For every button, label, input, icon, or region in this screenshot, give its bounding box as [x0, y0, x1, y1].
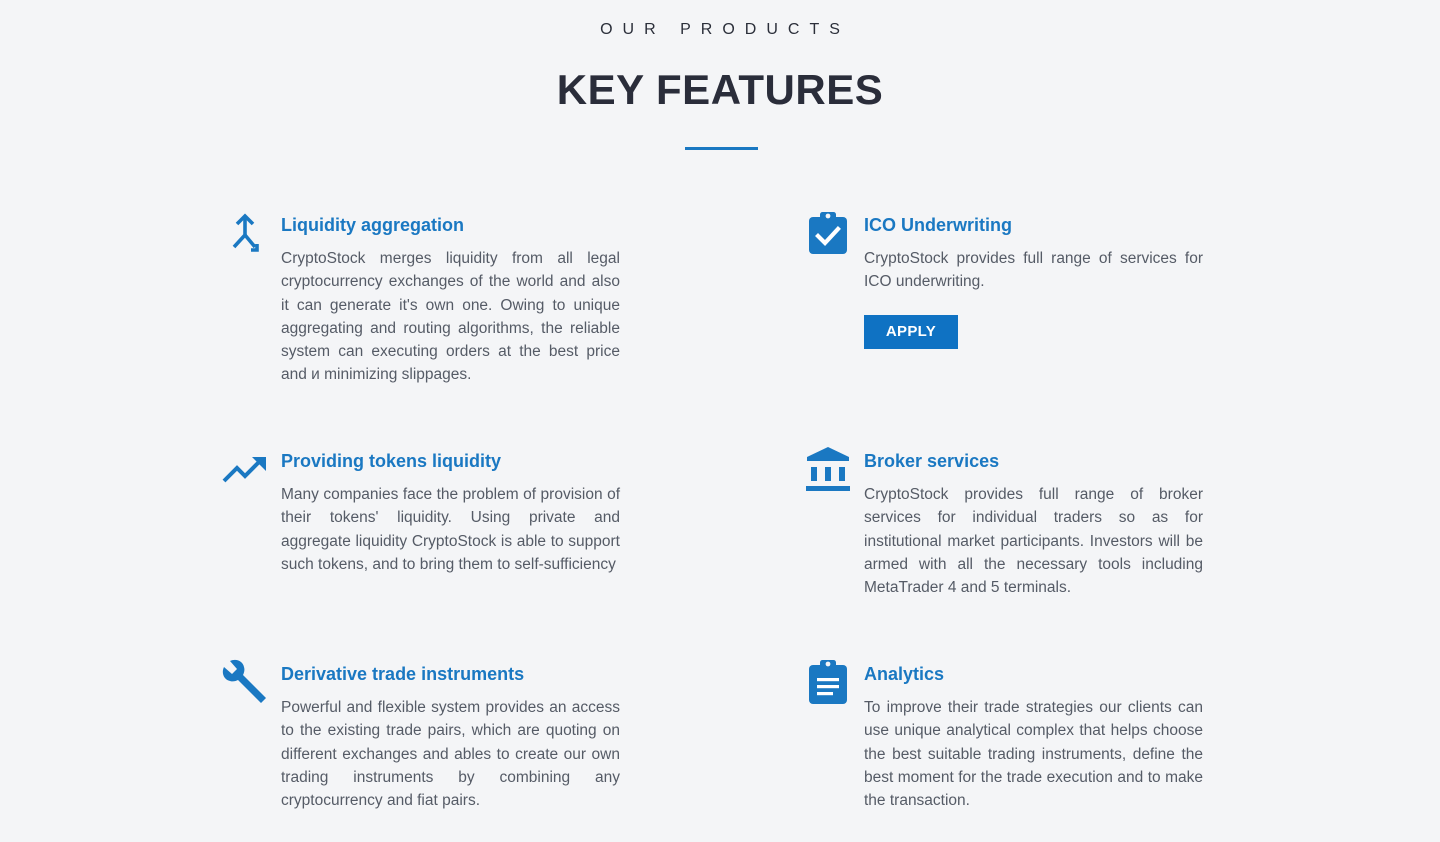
section-eyebrow: OUR PRODUCTS [600, 21, 850, 38]
clipboard-check-icon [802, 207, 854, 259]
feature-description: Many companies face the problem of provision of their tokens' liquidity. Using private and aggregate liquidity CryptoStock is able to support such tokens, and to bring them to self-sufficiency [281, 486, 620, 573]
feature-analytics [864, 662, 1284, 812]
feature-title: Liquidity aggregation [281, 215, 464, 235]
clipboard-list-icon [802, 656, 854, 708]
feature-description: To improve their trade strategies our clients can use unique analytical complex that helps choose the best suitable trading instruments, define the best moment for the trade execution and to make the transaction. [864, 699, 1203, 810]
title-divider [685, 147, 758, 150]
feature-description: Powerful and flexible system provides an access to the existing trade pairs, which are quoting on different exchanges and ables to create our own trading instruments by combining any cryptocurrency and fiat pairs. [281, 699, 620, 810]
feature-title: Broker services [864, 451, 1000, 471]
page-title: KEY FEATURES [556, 66, 884, 113]
bank-icon [802, 443, 854, 495]
feature-description: CryptoStock provides full range of services for ICO underwriting. [864, 250, 1203, 291]
feature-description: CryptoStock merges liquidity from all legal cryptocurrency exchanges of the world and also it can generate it's own one. Owing to unique aggregating and routing algorithms, the reliable system can executing orders at the best price and и minimizing slippages. [281, 250, 620, 384]
feature-description: CryptoStock provides full range of broker services for individual traders so as for institutional market participants. Investors will be armed with all the necessary tools including MetaTrader 4 and 5 terminals. [864, 486, 1203, 597]
feature-derivative-instruments [281, 662, 701, 812]
merge-arrow-icon [219, 207, 271, 259]
feature-title: Derivative trade instruments [281, 664, 525, 684]
feature-title: ICO Underwriting [864, 215, 1012, 235]
feature-tokens-liquidity [281, 449, 701, 576]
feature-liquidity-aggregation [281, 213, 701, 387]
apply-button[interactable]: APPLY [864, 315, 958, 349]
feature-broker-services [864, 449, 1284, 599]
trending-up-icon [219, 443, 271, 495]
feature-ico-underwriting [864, 213, 1284, 349]
feature-title: Providing tokens liquidity [281, 451, 502, 471]
wrench-icon [219, 656, 271, 708]
feature-title: Analytics [864, 664, 945, 684]
